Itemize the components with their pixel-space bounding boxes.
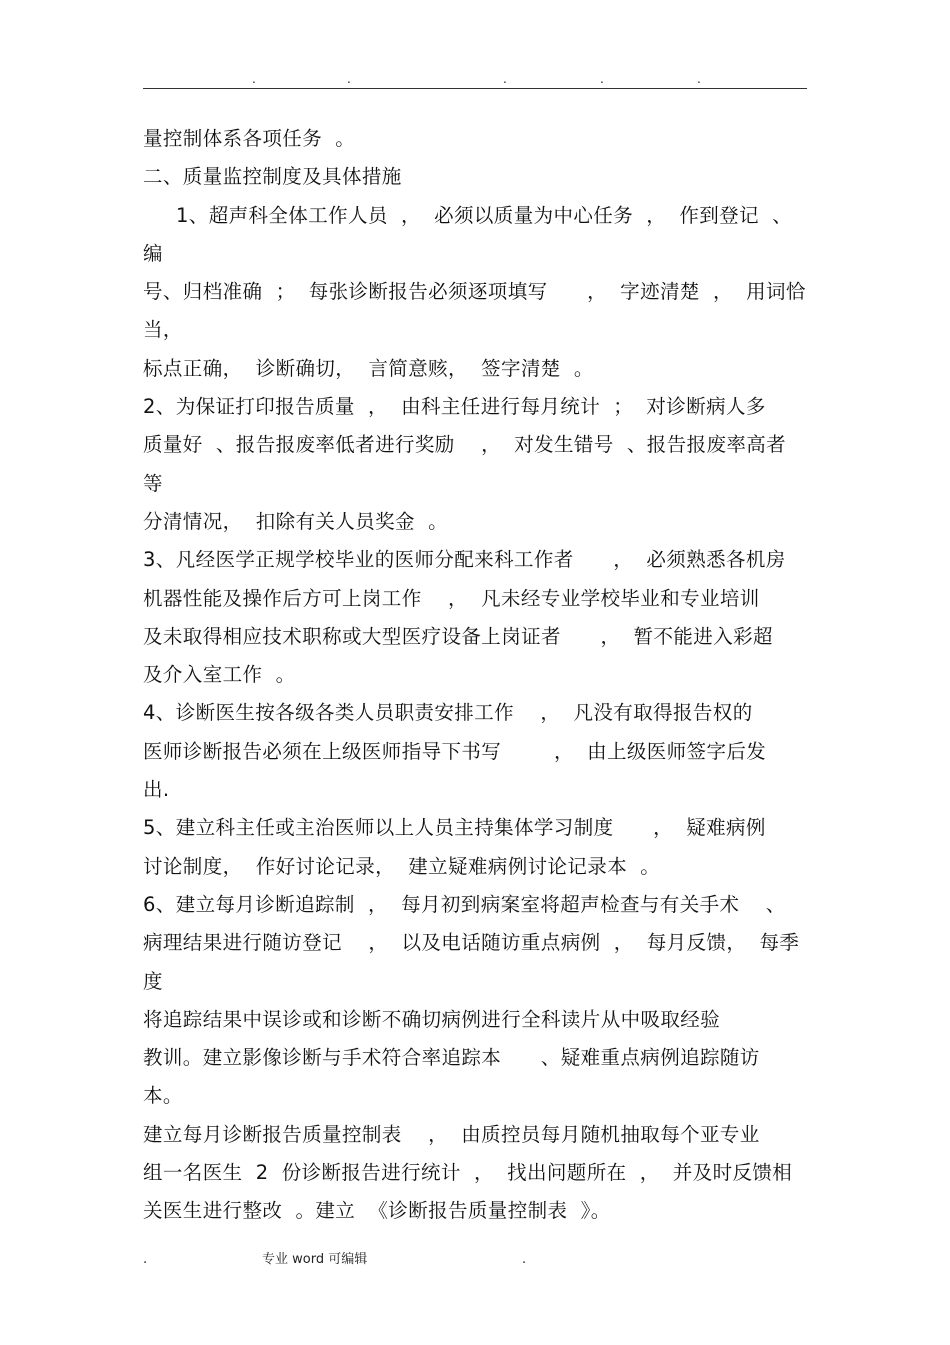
text-line: 号、归档准确 ； 每张诊断报告必须逐项填写 ， 字迹清楚 ， 用词恰 — [143, 280, 806, 304]
text-line: 2、为保证打印报告质量 ， 由科主任进行每月统计 ； 对诊断病人多 — [143, 395, 766, 419]
header-dot: . — [697, 72, 701, 86]
header-dot: . — [252, 72, 256, 86]
text-line: 出. — [143, 778, 170, 802]
text-line: 本。 — [143, 1084, 183, 1108]
text-line: 讨论制度， 作好讨论记录， 建立疑难病例讨论记录本 。 — [143, 854, 661, 878]
header-rule — [143, 88, 807, 89]
text-line: 及未取得相应技术职称或大型医疗设备上岗证者 ， 暂不能进入彩超 — [143, 624, 773, 648]
text-line: 建立每月诊断报告质量控制表 ， 由质控员每月随机抽取每个亚专业 — [143, 1122, 760, 1146]
section-heading: 二、质量监控制度及具体措施 — [143, 165, 402, 189]
footer-label: 专业 word 可编辑 — [262, 1252, 368, 1267]
text-line: 组一名医生 2 份诊断报告进行统计 ， 找出问题所在 ， 并及时反馈相 — [143, 1161, 793, 1185]
footer-left-dot: . — [143, 1252, 148, 1267]
header-dot: . — [347, 72, 351, 86]
text-line: 将追踪结果中误诊或和诊断不确切病例进行全科读片从中吸取经验 — [143, 1007, 721, 1031]
text-line: 标点正确， 诊断确切， 言简意赅， 签字清楚 。 — [143, 356, 594, 380]
text-line: 3、凡经医学正规学校毕业的医师分配来科工作者 ， 必须熟悉各机房 — [143, 548, 786, 572]
page-footer — [0, 1250, 950, 1270]
text-line: 等 — [143, 471, 163, 495]
text-line: 质量好 、报告报废率低者进行奖励 ， 对发生错号 、报告报废率高者 — [143, 433, 787, 457]
text-line: 5、建立科主任或主治医师以上人员主持集体学习制度 ， 疑难病例 — [143, 816, 766, 840]
text-line: 4、诊断医生按各级各类人员职责安排工作 ， 凡没有取得报告权的 — [143, 701, 753, 725]
header-dot: . — [600, 72, 604, 86]
text-line: 当， — [143, 318, 183, 342]
text-line: 分清情况， 扣除有关人员奖金 。 — [143, 509, 448, 533]
text-line: 及介入室工作 。 — [143, 663, 296, 687]
text-line: 度 — [143, 969, 163, 993]
text-line: 量控制体系各项任务 。 — [143, 127, 356, 150]
document-body — [143, 120, 813, 1231]
page-header — [0, 72, 950, 86]
text-line: 6、建立每月诊断追踪制 ， 每月初到病案室将超声检查与有关手术 、 — [143, 892, 786, 916]
text-line: 教训。建立影像诊断与手术符合率追踪本 、疑难重点病例追踪随访 — [143, 1046, 760, 1070]
footer-right-dot: . — [522, 1252, 527, 1267]
text-line: 病理结果进行随访登记 ， 以及电话随访重点病例 ， 每月反馈， 每季 — [143, 931, 800, 955]
text-line: 关医生进行整改 。建立 《诊断报告质量控制表 》。 — [143, 1199, 611, 1223]
text-line: 1、超声科全体工作人员 ， 必须以质量为中心任务 ， 作到登记 、 — [143, 203, 793, 227]
text-line: 机器性能及操作后方可上岗工作 ， 凡未经专业学校毕业和专业培训 — [143, 586, 760, 610]
text-line: 编 — [143, 241, 163, 265]
header-dot: . — [503, 72, 507, 86]
text-line: 医师诊断报告必须在上级医师指导下书写 ， 由上级医师签字后发 — [143, 739, 767, 763]
